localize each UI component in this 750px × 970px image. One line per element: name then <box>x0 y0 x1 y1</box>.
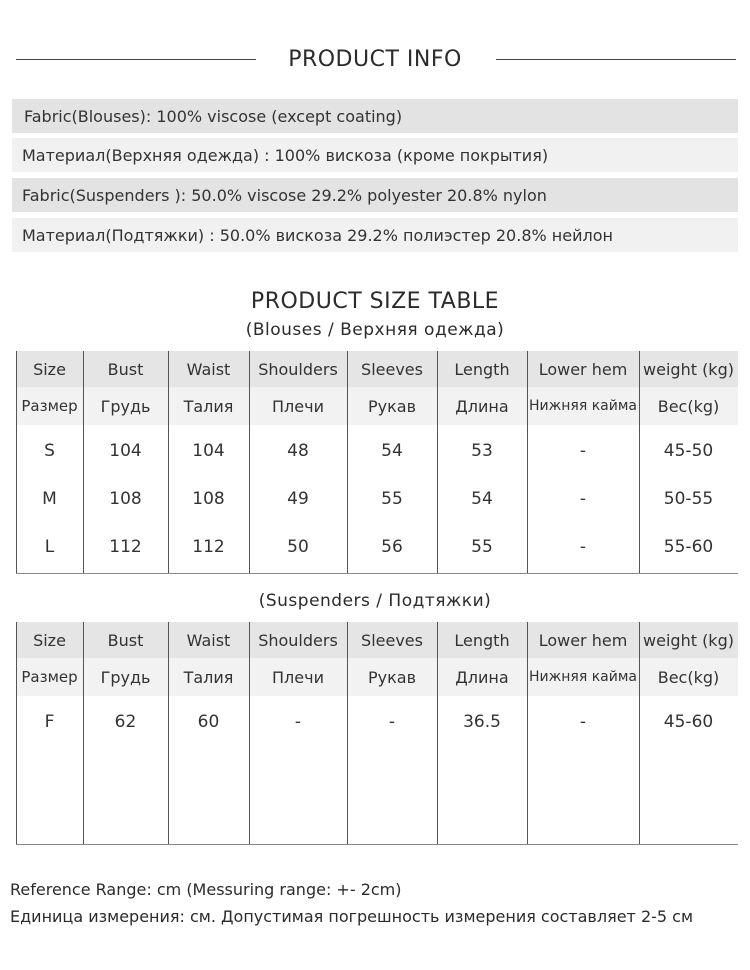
blouses-cell-2-0: L <box>44 537 55 557</box>
info-row-fabric-suspenders: Fabric(Suspenders ): 50.0% viscose 29.2% polyester 20.8% nylon <box>12 178 738 212</box>
blouses-header-row-ru <box>16 387 738 425</box>
blouses-cell-1-1: 108 <box>109 489 142 509</box>
suspenders-cell-0-2: 60 <box>197 712 220 732</box>
blouses-cell-2-3: 50 <box>287 537 309 557</box>
suspenders-header-row-en <box>16 622 738 658</box>
blouses-cell-1-2: 108 <box>192 489 225 509</box>
blouses-column-divider <box>639 351 640 573</box>
suspenders-cell-0-4: - <box>388 712 396 732</box>
blouses-header-en-7: weight (kg) <box>643 359 734 379</box>
blouses-cell-0-2: 104 <box>192 441 225 461</box>
suspenders-header-en-7: weight (kg) <box>643 630 734 650</box>
blouses-cell-0-3: 48 <box>287 441 309 461</box>
suspenders-cell-0-0: F <box>44 712 55 732</box>
blouses-header-ru-0: Размер <box>21 397 78 415</box>
suspenders-header-ru-3: Плечи <box>272 667 324 687</box>
blouses-header-ru-3: Плечи <box>272 396 324 416</box>
blouses-header-en-1: Bust <box>107 359 144 379</box>
blouses-header-ru-1: Грудь <box>100 396 151 416</box>
blouses-header-en-4: Sleeves <box>361 359 423 379</box>
blouses-cell-0-4: 54 <box>381 441 403 461</box>
suspenders-header-en-5: Length <box>454 630 510 650</box>
suspenders-column-divider <box>83 622 84 844</box>
blouses-cell-1-7: 50-55 <box>663 489 714 509</box>
suspenders-column-divider <box>249 622 250 844</box>
blouses-cell-0-6: - <box>579 441 587 461</box>
suspenders-subtitle: (Suspenders / Подтяжки) <box>258 591 492 611</box>
suspenders-cell-0-5: 36.5 <box>463 712 501 732</box>
blouses-cell-1-5: 54 <box>471 489 493 509</box>
suspenders-header-ru-7: Вес(kg) <box>657 667 720 687</box>
suspenders-header-en-0: Size <box>33 630 66 650</box>
blouses-header-ru-7: Вес(kg) <box>657 396 720 416</box>
blouses-cell-1-6: - <box>579 489 587 509</box>
suspenders-header-en-4: Sleeves <box>361 630 423 650</box>
suspenders-header-row-ru <box>16 658 738 696</box>
blouses-table-row <box>16 483 738 515</box>
suspenders-column-divider <box>347 622 348 844</box>
blouses-header-ru-6: Нижняя кайма <box>529 397 637 414</box>
blouses-header-en-6: Lower hem <box>538 359 628 379</box>
suspenders-column-divider <box>437 622 438 844</box>
measurement-note-ru: Единица измерения: см. Допустимая погрешность измерения составляет 2-5 см <box>10 907 694 926</box>
blouses-cell-0-7: 45-50 <box>663 441 714 461</box>
blouses-cell-2-1: 112 <box>109 537 142 557</box>
suspenders-column-divider <box>527 622 528 844</box>
blouses-cell-2-4: 56 <box>381 537 403 557</box>
title-divider-right <box>496 59 736 60</box>
blouses-cell-1-3: 49 <box>287 489 309 509</box>
info-row-material-suspenders: Материал(Подтяжки) : 50.0% вискоза 29.2% полиэстер 20.8% нейлон <box>12 218 738 252</box>
blouses-header-ru-5: Длина <box>455 396 509 416</box>
suspenders-cell-0-1: 62 <box>114 712 137 732</box>
suspenders-header-en-6: Lower hem <box>538 630 628 650</box>
blouses-table-row <box>16 531 738 563</box>
blouses-cell-1-4: 55 <box>381 489 403 509</box>
blouses-column-divider <box>437 351 438 573</box>
blouses-table-row <box>16 435 738 467</box>
blouses-column-divider <box>527 351 528 573</box>
info-row-material-blouses: Материал(Верхняя одежда) : 100% вискоза (кроме покрытия) <box>12 138 738 172</box>
blouses-header-en-3: Shoulders <box>258 359 338 379</box>
suspenders-table-row <box>16 706 738 738</box>
blouses-cell-0-5: 53 <box>471 441 493 461</box>
suspenders-cell-0-6: - <box>579 712 587 732</box>
blouses-bottom-border <box>16 573 738 574</box>
blouses-cell-0-0: S <box>44 441 55 461</box>
suspenders-header-ru-5: Длина <box>455 667 509 687</box>
suspenders-bottom-border <box>16 844 738 845</box>
blouses-header-en-2: Waist <box>186 359 231 379</box>
blouses-header-ru-2: Талия <box>183 396 234 416</box>
suspenders-header-ru-2: Талия <box>183 667 234 687</box>
blouses-cell-2-5: 55 <box>471 537 493 557</box>
suspenders-header-ru-4: Рукав <box>367 667 416 687</box>
blouses-header-en-0: Size <box>33 359 66 379</box>
suspenders-left-border <box>16 622 17 844</box>
blouses-cell-1-0: M <box>42 489 57 509</box>
size-table-title: PRODUCT SIZE TABLE <box>250 289 500 314</box>
suspenders-header-en-1: Bust <box>107 630 144 650</box>
suspenders-header-ru-1: Грудь <box>100 667 151 687</box>
blouses-column-divider <box>168 351 169 573</box>
suspenders-column-divider <box>168 622 169 844</box>
blouses-size-table <box>16 351 738 573</box>
blouses-cell-0-1: 104 <box>109 441 142 461</box>
suspenders-header-en-3: Shoulders <box>258 630 338 650</box>
reference-range-note: Reference Range: cm (Messuring range: +- 2cm) <box>10 880 402 899</box>
suspenders-header-en-2: Waist <box>186 630 231 650</box>
blouses-cell-2-6: - <box>579 537 587 557</box>
suspenders-header-ru-0: Размер <box>21 668 78 686</box>
product-info-title: PRODUCT INFO <box>288 47 462 72</box>
blouses-cell-2-2: 112 <box>192 537 225 557</box>
suspenders-size-table <box>16 622 738 844</box>
blouses-subtitle: (Blouses / Верхняя одежда) <box>245 320 505 340</box>
suspenders-cell-0-3: - <box>294 712 302 732</box>
blouses-column-divider <box>347 351 348 573</box>
suspenders-column-divider <box>639 622 640 844</box>
suspenders-header-ru-6: Нижняя кайма <box>529 668 637 685</box>
info-row-fabric-blouses: Fabric(Blouses): 100% viscose (except coating) <box>12 99 738 133</box>
blouses-left-border <box>16 351 17 573</box>
blouses-header-row-en <box>16 351 738 387</box>
blouses-column-divider <box>83 351 84 573</box>
blouses-cell-2-7: 55-60 <box>663 537 714 557</box>
blouses-column-divider <box>249 351 250 573</box>
suspenders-cell-0-7: 45-60 <box>663 712 714 732</box>
blouses-header-en-5: Length <box>454 359 510 379</box>
blouses-header-ru-4: Рукав <box>367 396 416 416</box>
